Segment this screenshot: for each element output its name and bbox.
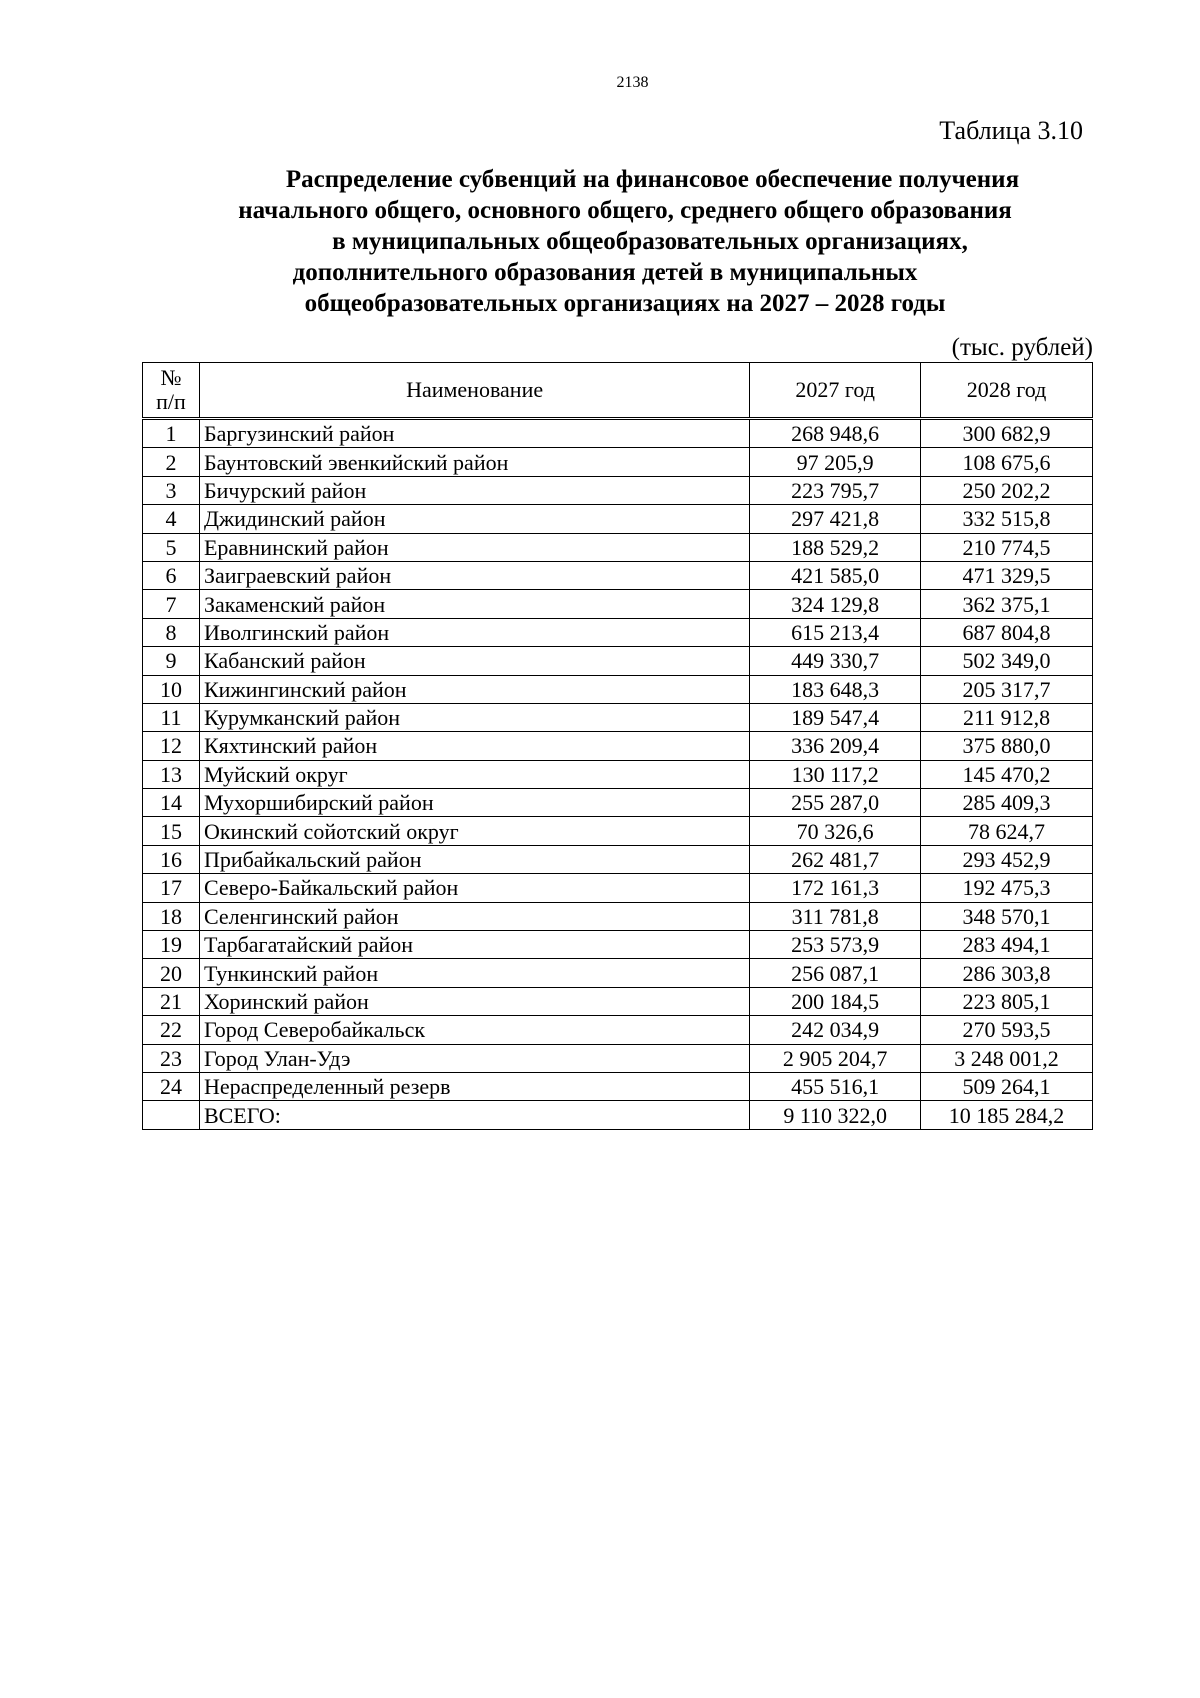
table-row [143,874,1093,902]
row-number: 17 [143,874,200,902]
row-number: 12 [143,732,200,760]
header-number-sign: № [160,365,182,390]
header-number-abbr: п/п [156,389,186,414]
table-row [143,987,1093,1015]
row-name: Мухоршибирский район [199,789,749,817]
table-row [143,476,1093,504]
row-value-2027: 311 781,8 [750,902,921,930]
table-row [143,703,1093,731]
row-value-2027: 223 795,7 [750,476,921,504]
header-name: Наименование [199,363,749,419]
row-value-2028: 332 515,8 [921,505,1093,533]
title-line-1: Распределение субвенций на финансовое обеспечение получения [285,166,1020,193]
row-number: 14 [143,789,200,817]
title-line-5: общеобразовательных организациях на 2027 – 2028 годы [304,290,946,317]
header-number [143,363,200,419]
row-value-2027: 268 948,6 [750,419,921,448]
row-name: Курумканский район [199,703,749,731]
row-name: Северо-Байкальский район [199,874,749,902]
row-value-2028: 362 375,1 [921,590,1093,618]
row-value-2027: 183 648,3 [750,675,921,703]
table-row [143,959,1093,987]
row-number: 4 [143,505,200,533]
row-value-2028: 270 593,5 [921,1016,1093,1044]
row-value-2027: 70 326,6 [750,817,921,845]
row-name: Иволгинский район [199,618,749,646]
row-name: Нераспределенный резерв [199,1072,749,1100]
row-value-2027: 455 516,1 [750,1072,921,1100]
row-name: Тарбагатайский район [199,931,749,959]
table-row [143,590,1093,618]
total-label: ВСЕГО: [199,1101,749,1129]
row-value-2028: 348 570,1 [921,902,1093,930]
row-number: 22 [143,1016,200,1044]
row-number: 16 [143,845,200,873]
table-row [143,1044,1093,1072]
row-value-2028: 293 452,9 [921,845,1093,873]
row-value-2028: 223 805,1 [921,987,1093,1015]
row-number: 2 [143,448,200,476]
row-name: Прибайкальский район [199,845,749,873]
row-value-2028: 192 475,3 [921,874,1093,902]
table-header-row [143,363,1093,419]
title-line-3: в муниципальных общеобразовательных организациях, [332,228,968,255]
row-value-2028: 509 264,1 [921,1072,1093,1100]
row-name: Окинский сойотский округ [199,817,749,845]
row-number: 1 [143,419,200,448]
document-title [140,164,1110,319]
row-value-2028: 78 624,7 [921,817,1093,845]
total-value-2028: 10 185 284,2 [921,1101,1093,1129]
row-name: Кижингинский район [199,675,749,703]
row-number: 13 [143,760,200,788]
table-row [143,1016,1093,1044]
table-row [143,647,1093,675]
row-value-2028: 108 675,6 [921,448,1093,476]
row-number: 19 [143,931,200,959]
row-name: Селенгинский район [199,902,749,930]
row-value-2027: 324 129,8 [750,590,921,618]
table-row [143,1072,1093,1100]
page-number: 2138 [616,74,649,91]
table-row [143,845,1093,873]
table-label: Таблица 3.10 [939,116,1083,145]
header-year-2028: 2028 год [921,363,1093,419]
row-value-2027: 255 287,0 [750,789,921,817]
row-value-2027: 130 117,2 [750,760,921,788]
table-body [143,419,1093,1130]
row-value-2027: 172 161,3 [750,874,921,902]
row-value-2027: 615 213,4 [750,618,921,646]
table-row [143,533,1093,561]
row-number: 10 [143,675,200,703]
row-number: 11 [143,703,200,731]
row-value-2027: 188 529,2 [750,533,921,561]
title-line-2: начального общего, основного общего, среднего общего образования [238,197,1012,224]
row-name: Заиграевский район [199,561,749,589]
row-name: Баунтовский эвенкийский район [199,448,749,476]
row-value-2028: 3 248 001,2 [921,1044,1093,1072]
row-value-2028: 205 317,7 [921,675,1093,703]
row-name: Кабанский район [199,647,749,675]
row-value-2027: 262 481,7 [750,845,921,873]
table-row [143,618,1093,646]
table-row [143,789,1093,817]
table-row [143,931,1093,959]
table-row [143,817,1093,845]
row-name: Город Северобайкальск [199,1016,749,1044]
row-name: Закаменский район [199,590,749,618]
header-year-2027: 2027 год [750,363,921,419]
units-label: (тыс. рублей) [951,334,1093,361]
row-value-2027: 200 184,5 [750,987,921,1015]
row-value-2028: 285 409,3 [921,789,1093,817]
row-value-2027: 2 905 204,7 [750,1044,921,1072]
row-value-2028: 687 804,8 [921,618,1093,646]
row-number: 5 [143,533,200,561]
row-value-2027: 336 209,4 [750,732,921,760]
total-row [143,1101,1093,1129]
row-number: 9 [143,647,200,675]
row-name: Баргузинский район [199,419,749,448]
row-value-2027: 297 421,8 [750,505,921,533]
table-row [143,505,1093,533]
row-value-2027: 97 205,9 [750,448,921,476]
row-value-2028: 375 880,0 [921,732,1093,760]
row-number: 3 [143,476,200,504]
row-value-2027: 253 573,9 [750,931,921,959]
row-number: 23 [143,1044,200,1072]
row-name: Джидинский район [199,505,749,533]
row-value-2028: 250 202,2 [921,476,1093,504]
row-value-2028: 283 494,1 [921,931,1093,959]
row-name: Город Улан-Удэ [199,1044,749,1072]
row-value-2028: 210 774,5 [921,533,1093,561]
table-row [143,902,1093,930]
table-row [143,760,1093,788]
table-row [143,561,1093,589]
subventions-table [142,362,1093,1130]
row-value-2027: 256 087,1 [750,959,921,987]
row-value-2028: 145 470,2 [921,760,1093,788]
row-number: 7 [143,590,200,618]
row-value-2028: 286 303,8 [921,959,1093,987]
row-name: Еравнинский район [199,533,749,561]
row-value-2028: 300 682,9 [921,419,1093,448]
row-value-2028: 502 349,0 [921,647,1093,675]
total-number [143,1101,200,1129]
table-row [143,675,1093,703]
total-value-2027: 9 110 322,0 [750,1101,921,1129]
row-number: 15 [143,817,200,845]
row-name: Муйский округ [199,760,749,788]
row-number: 20 [143,959,200,987]
table-row [143,448,1093,476]
row-value-2028: 471 329,5 [921,561,1093,589]
row-number: 24 [143,1072,200,1100]
row-value-2028: 211 912,8 [921,703,1093,731]
table-row [143,419,1093,448]
row-number: 8 [143,618,200,646]
row-name: Тункинский район [199,959,749,987]
title-line-4: дополнительного образования детей в муниципальных [292,259,918,286]
row-name: Хоринский район [199,987,749,1015]
table-row [143,732,1093,760]
row-value-2027: 449 330,7 [750,647,921,675]
row-value-2027: 421 585,0 [750,561,921,589]
row-number: 18 [143,902,200,930]
row-value-2027: 189 547,4 [750,703,921,731]
row-number: 21 [143,987,200,1015]
row-value-2027: 242 034,9 [750,1016,921,1044]
row-number: 6 [143,561,200,589]
row-name: Бичурский район [199,476,749,504]
row-name: Кяхтинский район [199,732,749,760]
